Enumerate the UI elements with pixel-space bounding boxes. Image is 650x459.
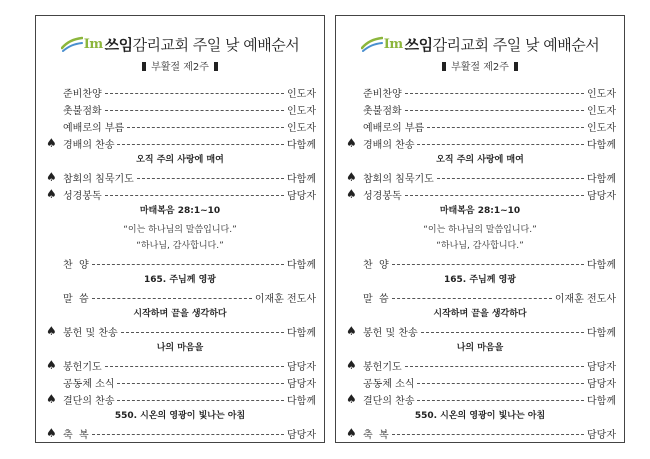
spade-icon: ♠ <box>346 358 357 372</box>
spade-icon: ♠ <box>46 187 57 201</box>
service-item-leader: 다함께 <box>287 139 316 151</box>
season-label <box>36 58 324 73</box>
section-heading: 550. 시온의 영광이 빛나는 아침 <box>414 411 546 421</box>
season-left-block <box>142 62 146 71</box>
service-title: 감리교회 주일 낮 예배순서 <box>132 35 300 54</box>
bulletin-title <box>336 32 624 56</box>
dotted-leader <box>92 264 284 265</box>
service-item <box>36 170 324 184</box>
dotted-leader <box>417 400 584 401</box>
service-item <box>336 290 624 304</box>
dotted-leader <box>417 383 584 384</box>
service-item <box>36 392 324 406</box>
service-item-label: 말 씀 <box>63 293 89 305</box>
dotted-leader <box>392 434 584 435</box>
service-item <box>36 290 324 304</box>
service-item-leader: 인도자 <box>587 105 616 117</box>
dotted-leader <box>405 195 584 196</box>
dotted-leader <box>117 400 284 401</box>
service-item-leader: 담당자 <box>287 429 316 441</box>
spade-icon: ♠ <box>346 170 357 184</box>
service-item-label: 축 복 <box>363 429 389 441</box>
season-text: 부활절 제2주 <box>151 62 209 73</box>
service-item <box>336 324 624 338</box>
service-item-leader: 다함께 <box>287 173 316 185</box>
service-item-leader: 담당자 <box>287 190 316 202</box>
dotted-leader <box>105 366 284 367</box>
service-item-leader: 인도자 <box>587 88 616 100</box>
dotted-leader <box>127 127 284 128</box>
dotted-leader <box>105 195 284 196</box>
service-item-label: 공동체 소식 <box>63 378 115 390</box>
service-item <box>336 358 624 372</box>
church-logo-icon <box>61 36 83 52</box>
church-name: 쓰임 <box>404 35 433 54</box>
dotted-leader <box>92 434 284 435</box>
section-heading: 나의 마음을 <box>156 343 204 353</box>
dotted-leader <box>405 93 584 94</box>
service-item-label: 봉헌 및 찬송 <box>63 327 118 339</box>
dotted-leader <box>437 178 584 179</box>
season-right-block <box>214 62 218 71</box>
season-left-block <box>442 62 446 71</box>
dotted-leader <box>121 332 284 333</box>
season-text: 부활절 제2주 <box>451 62 509 73</box>
service-item-leader: 담당자 <box>587 378 616 390</box>
service-item-label: 준비찬양 <box>363 88 402 100</box>
service-item-leader: 담당자 <box>287 361 316 373</box>
service-item <box>336 136 624 150</box>
spade-icon: ♠ <box>346 426 357 440</box>
season-right-block <box>514 62 518 71</box>
service-item-leader: 다함께 <box>587 139 616 151</box>
service-item-leader: 담당자 <box>587 361 616 373</box>
scripture-response: “이는 하나님의 말씀입니다.” <box>123 225 237 235</box>
service-item-label: 경배의 찬송 <box>363 139 415 151</box>
service-item-label: 참회의 침묵기도 <box>363 173 434 185</box>
service-item <box>36 187 324 201</box>
dotted-leader <box>137 178 284 179</box>
service-item-label: 결단의 찬송 <box>363 395 415 407</box>
service-item <box>336 256 624 270</box>
service-item <box>36 85 324 99</box>
service-item-leader: 이재훈 전도사 <box>254 293 316 305</box>
section-heading: 165. 주님께 영광 <box>444 275 516 285</box>
service-item-leader: 다함께 <box>287 327 316 339</box>
service-item-label: 예배로의 부름 <box>363 122 425 134</box>
logo-im-text: Im <box>383 36 403 52</box>
service-item <box>36 256 324 270</box>
dotted-leader <box>421 332 584 333</box>
service-item <box>336 187 624 201</box>
bulletin-card-left <box>35 15 325 443</box>
service-item-label: 성경봉독 <box>63 190 102 202</box>
service-item-leader: 다함께 <box>587 327 616 339</box>
dotted-leader <box>427 127 584 128</box>
spade-icon: ♠ <box>46 136 57 150</box>
section-heading: 시작하며 끝을 생각하다 <box>133 309 227 319</box>
logo-im-text: Im <box>83 36 103 52</box>
service-item-label: 공동체 소식 <box>363 378 415 390</box>
church-logo-icon <box>361 36 383 52</box>
section-heading: 오직 주의 사랑에 매여 <box>136 155 224 165</box>
dotted-leader <box>392 298 552 299</box>
service-item <box>336 375 624 389</box>
service-item-leader: 다함께 <box>287 395 316 407</box>
church-name: 쓰임 <box>104 35 133 54</box>
spade-icon: ♠ <box>346 392 357 406</box>
section-heading: 나의 마음을 <box>456 343 504 353</box>
service-item-leader: 인도자 <box>287 88 316 100</box>
bulletin-title <box>36 32 324 56</box>
spade-icon: ♠ <box>46 358 57 372</box>
service-item-leader: 다함께 <box>587 395 616 407</box>
scripture-response: “이는 하나님의 말씀입니다.” <box>423 225 537 235</box>
dotted-leader <box>417 144 584 145</box>
service-item-leader: 인도자 <box>287 105 316 117</box>
dotted-leader <box>92 298 252 299</box>
dotted-leader <box>405 366 584 367</box>
spade-icon: ♠ <box>46 170 57 184</box>
service-item <box>336 119 624 133</box>
service-item-leader: 이재훈 전도사 <box>554 293 616 305</box>
section-heading: 165. 주님께 영광 <box>144 275 216 285</box>
service-item-leader: 다함께 <box>287 259 316 271</box>
service-item-label: 결단의 찬송 <box>63 395 115 407</box>
dotted-leader <box>392 264 584 265</box>
service-item-label: 찬 양 <box>63 259 89 271</box>
service-item <box>36 136 324 150</box>
service-item-leader: 담당자 <box>587 190 616 202</box>
service-item-label: 예배로의 부름 <box>63 122 125 134</box>
service-item-leader: 담당자 <box>587 429 616 441</box>
dotted-leader <box>117 144 284 145</box>
service-item <box>36 119 324 133</box>
section-heading: 마태복음 28:1~10 <box>439 206 521 216</box>
bulletin-card-right <box>335 15 625 443</box>
service-item <box>36 324 324 338</box>
section-heading: 시작하며 끝을 생각하다 <box>433 309 527 319</box>
service-item <box>336 392 624 406</box>
service-item-leader: 인도자 <box>587 122 616 134</box>
spade-icon: ♠ <box>46 392 57 406</box>
dotted-leader <box>105 110 284 111</box>
scripture-response: “하나님, 감사합니다.” <box>136 241 224 251</box>
service-item-label: 경배의 찬송 <box>63 139 115 151</box>
service-item <box>36 358 324 372</box>
service-item-label: 말 씀 <box>363 293 389 305</box>
dotted-leader <box>105 93 284 94</box>
service-item <box>36 426 324 440</box>
service-item-leader: 다함께 <box>587 259 616 271</box>
spade-icon: ♠ <box>346 136 357 150</box>
service-item-label: 촛불점화 <box>363 105 402 117</box>
spade-icon: ♠ <box>346 187 357 201</box>
section-heading: 550. 시온의 영광이 빛나는 아침 <box>114 411 246 421</box>
service-item <box>336 85 624 99</box>
service-item-leader: 인도자 <box>287 122 316 134</box>
service-item-label: 찬 양 <box>363 259 389 271</box>
service-item <box>36 375 324 389</box>
service-item <box>336 426 624 440</box>
service-item <box>36 102 324 116</box>
service-item <box>336 170 624 184</box>
service-item-label: 성경봉독 <box>363 190 402 202</box>
service-item-label: 봉헌 및 찬송 <box>363 327 418 339</box>
service-item-label: 촛불점화 <box>63 105 102 117</box>
service-item-label: 봉헌기도 <box>63 361 102 373</box>
scripture-response: “하나님, 감사합니다.” <box>436 241 524 251</box>
service-item-label: 축 복 <box>63 429 89 441</box>
service-item-label: 준비찬양 <box>63 88 102 100</box>
section-heading: 마태복음 28:1~10 <box>139 206 221 216</box>
service-item <box>336 102 624 116</box>
service-item-leader: 담당자 <box>287 378 316 390</box>
section-heading: 오직 주의 사랑에 매여 <box>436 155 524 165</box>
service-item-leader: 다함께 <box>587 173 616 185</box>
service-title: 감리교회 주일 낮 예배순서 <box>432 35 600 54</box>
dotted-leader <box>405 110 584 111</box>
service-item-label: 봉헌기도 <box>363 361 402 373</box>
spade-icon: ♠ <box>346 324 357 338</box>
dotted-leader <box>117 383 284 384</box>
spade-icon: ♠ <box>46 324 57 338</box>
season-label <box>336 58 624 73</box>
spade-icon: ♠ <box>46 426 57 440</box>
service-item-label: 참회의 침묵기도 <box>63 173 134 185</box>
